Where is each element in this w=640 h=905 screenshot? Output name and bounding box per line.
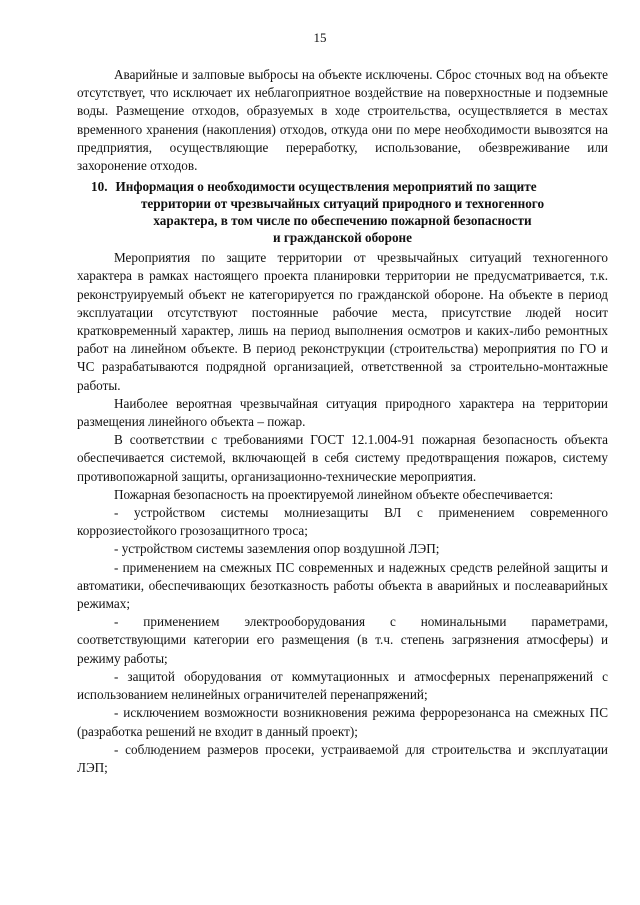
heading-line bbox=[77, 178, 608, 195]
heading-number: 10. bbox=[91, 179, 108, 195]
list-item: - применением на смежных ПС современных и надежных средств релейной защиты и автоматики, обеспечивающих безотказность работы объекта в аварийных и послеаварийных режимах; bbox=[77, 559, 608, 612]
heading-line: территории от чрезвычайных ситуаций природного и техногенного bbox=[140, 196, 545, 212]
list-item: - устройством системы молниезащиты ВЛ с применением современного коррозиестойкого грозозащитного троса; bbox=[77, 505, 608, 539]
list-item: - применением электрооборудования с номинальными параметрами, соответствующими категории его размещения (в т.ч. степень загрязнения атмосферы) и режиму работы; bbox=[77, 614, 608, 666]
heading-text: Информация о необходимости осуществления мероприятий по защите bbox=[115, 179, 537, 195]
list-item: - исключением возможности возникновения режима феррорезонанса на смежных ПС (разработка решений не входит в данный проект); bbox=[77, 705, 608, 739]
paragraph: Мероприятия по защите территории от чрезвычайных ситуаций техногенного характера в рамках настоящего проекта планировки территории не предусматривается, т.к. реконструируемый объект не категорируется по гражданской обороне. На объекте в период эксплуатации отсутствуют постоянные рабочие места, присутствие людей носит кратковременный характер, лишь на период выполнения осмотров и каких-либо ремонтных работ на линейном объекте. В период реконструкции (строительства) мероприятия по ГО и ЧС разрабатываются подрядной организацией, ответственной за строительно-монтажные работы. bbox=[77, 250, 608, 393]
list-item: - устройством системы заземления опор воздушной ЛЭП; bbox=[114, 541, 440, 557]
heading-line: и гражданской обороне bbox=[273, 230, 412, 246]
section-heading bbox=[77, 178, 608, 246]
paragraph: В соответствии с требованиями ГОСТ 12.1.004-91 пожарная безопасность объекта обеспечивается системой, включающей в себя систему предотвращения пожаров, систему противопожарной защиты, организационно-технические мероприятия. bbox=[77, 432, 608, 484]
list-item: - защитой оборудования от коммутационных и атмосферных перенапряжений с использованием нелинейных ограничителей перенапряжений; bbox=[77, 668, 608, 703]
page-number: 15 bbox=[313, 30, 327, 45]
heading-line: характера, в том числе по обеспечению пожарной безопасности bbox=[153, 213, 532, 229]
paragraph: Наиболее вероятная чрезвычайная ситуация природного характера на территории размещения линейного объекта – пожар. bbox=[77, 395, 608, 430]
paragraph: Пожарная безопасность на проектируемой линейном объекте обеспечивается: bbox=[114, 486, 554, 502]
page-body bbox=[77, 66, 608, 777]
paragraph-intro: Аварийные и залповые выбросы на объекте исключены. Сброс сточных вод на объекте отсутствует, что исключает их неблагоприятное воздействие на поверхностные и подземные воды. Размещение отходов, образуемых в ходе строительства, осуществляется в местах временного хранения (накопления) отходов, откуда они по мере необходимости вывозятся на предприятия, осуществляющие переработку, использование, обезвреживание или захоронение отходов. bbox=[77, 67, 608, 174]
list-item: - соблюдением размеров просеки, устраиваемой для строительства и эксплуатации ЛЭП; bbox=[77, 741, 608, 775]
